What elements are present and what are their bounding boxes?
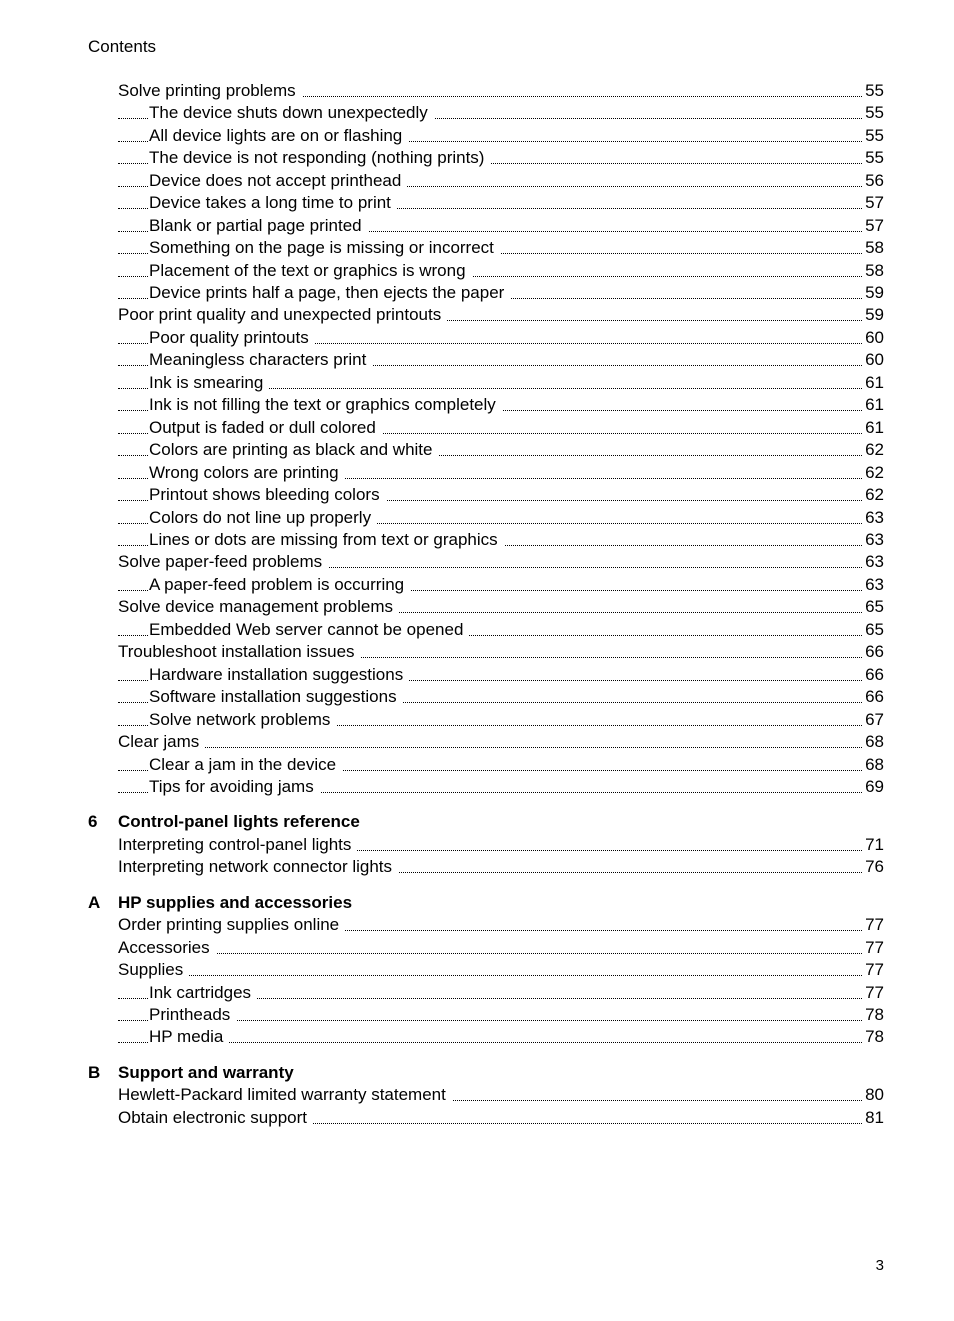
toc-entry-title: Ink cartridges — [149, 982, 257, 1004]
chapter-title: Support and warranty — [118, 1063, 294, 1082]
toc-entry-page: 60 — [865, 328, 884, 347]
toc-entry-title: Solve printing problems — [118, 80, 302, 102]
toc-entry-title: Device does not accept printhead — [149, 170, 407, 192]
toc-entry-page: 77 — [865, 938, 884, 957]
toc-entry-page: 58 — [865, 261, 884, 280]
toc-entry-page: 65 — [865, 597, 884, 616]
toc-entry-title: Meaningless characters print — [149, 349, 372, 371]
toc-entry-page: 62 — [865, 485, 884, 504]
toc-entry-title: Poor print quality and unexpected printouts — [118, 304, 447, 326]
toc-entry-title: Troubleshoot installation issues — [118, 641, 361, 663]
toc-entry-title: HP media — [149, 1026, 229, 1048]
toc-entry-page: 77 — [865, 915, 884, 934]
toc-entry-page: 67 — [865, 710, 884, 729]
toc-entry-title: Solve paper-feed problems — [118, 551, 328, 573]
toc-entry[interactable] — [0, 260, 954, 282]
toc-entry-page: 81 — [865, 1108, 884, 1127]
toc-entry[interactable] — [0, 215, 954, 237]
toc-entry-page: 77 — [865, 960, 884, 979]
toc-entry[interactable] — [0, 686, 954, 708]
toc-entry-title: Printheads — [149, 1004, 236, 1026]
toc-entry-page: 60 — [865, 350, 884, 369]
toc-entry-title: Supplies — [118, 959, 189, 981]
toc-entry-page: 62 — [865, 463, 884, 482]
toc-entry-page: 68 — [865, 732, 884, 751]
dot-leader — [118, 747, 884, 748]
toc-entry[interactable] — [0, 959, 954, 981]
toc-entry[interactable] — [0, 982, 954, 1004]
toc-entry-title: Tips for avoiding jams — [149, 776, 320, 798]
dot-leader — [118, 953, 884, 954]
toc-entry-page: 59 — [865, 305, 884, 324]
toc-entry[interactable] — [0, 282, 954, 304]
toc-entry[interactable] — [0, 417, 954, 439]
toc-entry[interactable] — [0, 507, 954, 529]
toc-entry-page: 66 — [865, 642, 884, 661]
toc-entry-page: 78 — [865, 1005, 884, 1024]
toc-entry-page: 58 — [865, 238, 884, 257]
toc-entry-title: Placement of the text or graphics is wrong — [149, 260, 472, 282]
toc-entry-page: 62 — [865, 440, 884, 459]
toc-entry[interactable] — [0, 1107, 954, 1129]
toc-entry-page: 61 — [865, 373, 884, 392]
toc-entry-page: 80 — [865, 1085, 884, 1104]
toc-entry[interactable] — [0, 641, 954, 663]
toc-entry[interactable] — [0, 192, 954, 214]
toc-entry-title: Clear a jam in the device — [149, 754, 342, 776]
toc-entry-page: 61 — [865, 395, 884, 414]
toc-entry-page: 65 — [865, 620, 884, 639]
toc-entry-page: 77 — [865, 983, 884, 1002]
toc-entry-title: Printout shows bleeding colors — [149, 484, 386, 506]
toc-entry[interactable] — [0, 147, 954, 169]
toc-entry-title: Software installation suggestions — [149, 686, 403, 708]
toc-entry-page: 76 — [865, 857, 884, 876]
toc-entry-title: Output is faded or dull colored — [149, 417, 382, 439]
toc-entry[interactable] — [0, 776, 954, 798]
toc-entry[interactable] — [0, 596, 954, 618]
toc-entry[interactable] — [0, 754, 954, 776]
toc-entry[interactable] — [0, 937, 954, 959]
toc-entry-title: Ink is not filling the text or graphics completely — [149, 394, 502, 416]
toc-entry-title: Hardware installation suggestions — [149, 664, 409, 686]
toc-entry-title: Lines or dots are missing from text or graphics — [149, 529, 504, 551]
toc-entry[interactable] — [0, 439, 954, 461]
toc-entry[interactable] — [0, 327, 954, 349]
page-number: 3 — [875, 1257, 884, 1274]
toc-entry-page: 57 — [865, 193, 884, 212]
toc-entry-title: Wrong colors are printing — [149, 462, 345, 484]
toc-entry-page: 69 — [865, 777, 884, 796]
toc-entry[interactable] — [0, 484, 954, 506]
dot-leader — [118, 1042, 884, 1043]
toc-entry[interactable] — [0, 170, 954, 192]
toc-entry-title: Solve device management problems — [118, 596, 399, 618]
chapter-heading — [0, 1062, 954, 1084]
toc-entry[interactable] — [0, 462, 954, 484]
toc-entry-title: Colors do not line up properly — [149, 507, 377, 529]
toc-entry-title: Interpreting network connector lights — [118, 856, 398, 878]
toc-entry-page: 57 — [865, 216, 884, 235]
toc-entry-title: The device is not responding (nothing prints) — [149, 147, 490, 169]
toc-entry-title: Colors are printing as black and white — [149, 439, 438, 461]
toc-entry-page: 55 — [865, 126, 884, 145]
toc-entry-page: 55 — [865, 148, 884, 167]
toc-entry[interactable] — [0, 237, 954, 259]
toc-entry[interactable] — [0, 80, 954, 102]
toc-entry-title: Interpreting control-panel lights — [118, 834, 357, 856]
toc-entry-title: Clear jams — [118, 731, 205, 753]
toc-entry-page: 59 — [865, 283, 884, 302]
toc-entry-page: 56 — [865, 171, 884, 190]
toc-entry[interactable] — [0, 664, 954, 686]
toc-entry-title: Device takes a long time to print — [149, 192, 397, 214]
page-header: Contents — [88, 37, 157, 56]
chapter-number: 6 — [88, 812, 98, 831]
toc-entry-title: Accessories — [118, 937, 216, 959]
toc-entry-page: 66 — [865, 665, 884, 684]
toc-entry-title: Something on the page is missing or incorrect — [149, 237, 500, 259]
toc-entry[interactable] — [0, 619, 954, 641]
chapter-heading — [0, 892, 954, 914]
toc-entry[interactable] — [0, 1004, 954, 1026]
toc-entry-title: Obtain electronic support — [118, 1107, 313, 1129]
toc-entry-page: 66 — [865, 687, 884, 706]
toc-entry[interactable] — [0, 394, 954, 416]
toc-entry-title: Ink is smearing — [149, 372, 269, 394]
toc-entry-title: The device shuts down unexpectedly — [149, 102, 434, 124]
toc-entry-title: Order printing supplies online — [118, 914, 345, 936]
toc-entry-title: Embedded Web server cannot be opened — [149, 619, 469, 641]
toc-entry[interactable] — [0, 834, 954, 856]
toc-entry[interactable] — [0, 304, 954, 326]
toc-entry-title: Device prints half a page, then ejects the paper — [149, 282, 510, 304]
toc-entry[interactable] — [0, 1084, 954, 1106]
toc-entry[interactable] — [0, 372, 954, 394]
toc-entry-title: A paper-feed problem is occurring — [149, 574, 410, 596]
toc-entry-title: Poor quality printouts — [149, 327, 315, 349]
chapter-number: B — [88, 1063, 101, 1082]
toc-entry-page: 71 — [865, 835, 884, 854]
chapter-number: A — [88, 893, 101, 912]
toc-entry[interactable] — [0, 125, 954, 147]
toc-entry-page: 78 — [865, 1027, 884, 1046]
toc-entry-page: 63 — [865, 508, 884, 527]
toc-entry-page: 61 — [865, 418, 884, 437]
toc-entry-page: 63 — [865, 552, 884, 571]
chapter-title: Control-panel lights reference — [118, 812, 360, 831]
toc-entry[interactable] — [0, 529, 954, 551]
toc-entry[interactable] — [0, 914, 954, 936]
toc-entry-title: Hewlett-Packard limited warranty statement — [118, 1084, 452, 1106]
toc-entry[interactable] — [0, 574, 954, 596]
toc-entry-title: Solve network problems — [149, 709, 336, 731]
toc-entry-title: Blank or partial page printed — [149, 215, 368, 237]
toc-entry[interactable] — [0, 731, 954, 753]
toc-entry[interactable] — [0, 102, 954, 124]
toc-entry-page: 63 — [865, 575, 884, 594]
toc-entry[interactable] — [0, 349, 954, 371]
chapter-title: HP supplies and accessories — [118, 893, 353, 912]
dot-leader — [118, 975, 884, 976]
toc-entry[interactable] — [0, 856, 954, 878]
toc-entry-page: 63 — [865, 530, 884, 549]
toc-entry[interactable] — [0, 709, 954, 731]
toc-entry[interactable] — [0, 551, 954, 573]
toc-entry[interactable] — [0, 1026, 954, 1048]
toc-entry-page: 68 — [865, 755, 884, 774]
chapter-heading — [0, 811, 954, 833]
toc-entry-page: 55 — [865, 103, 884, 122]
toc-entry-page: 55 — [865, 81, 884, 100]
toc-entry-title: All device lights are on or flashing — [149, 125, 408, 147]
